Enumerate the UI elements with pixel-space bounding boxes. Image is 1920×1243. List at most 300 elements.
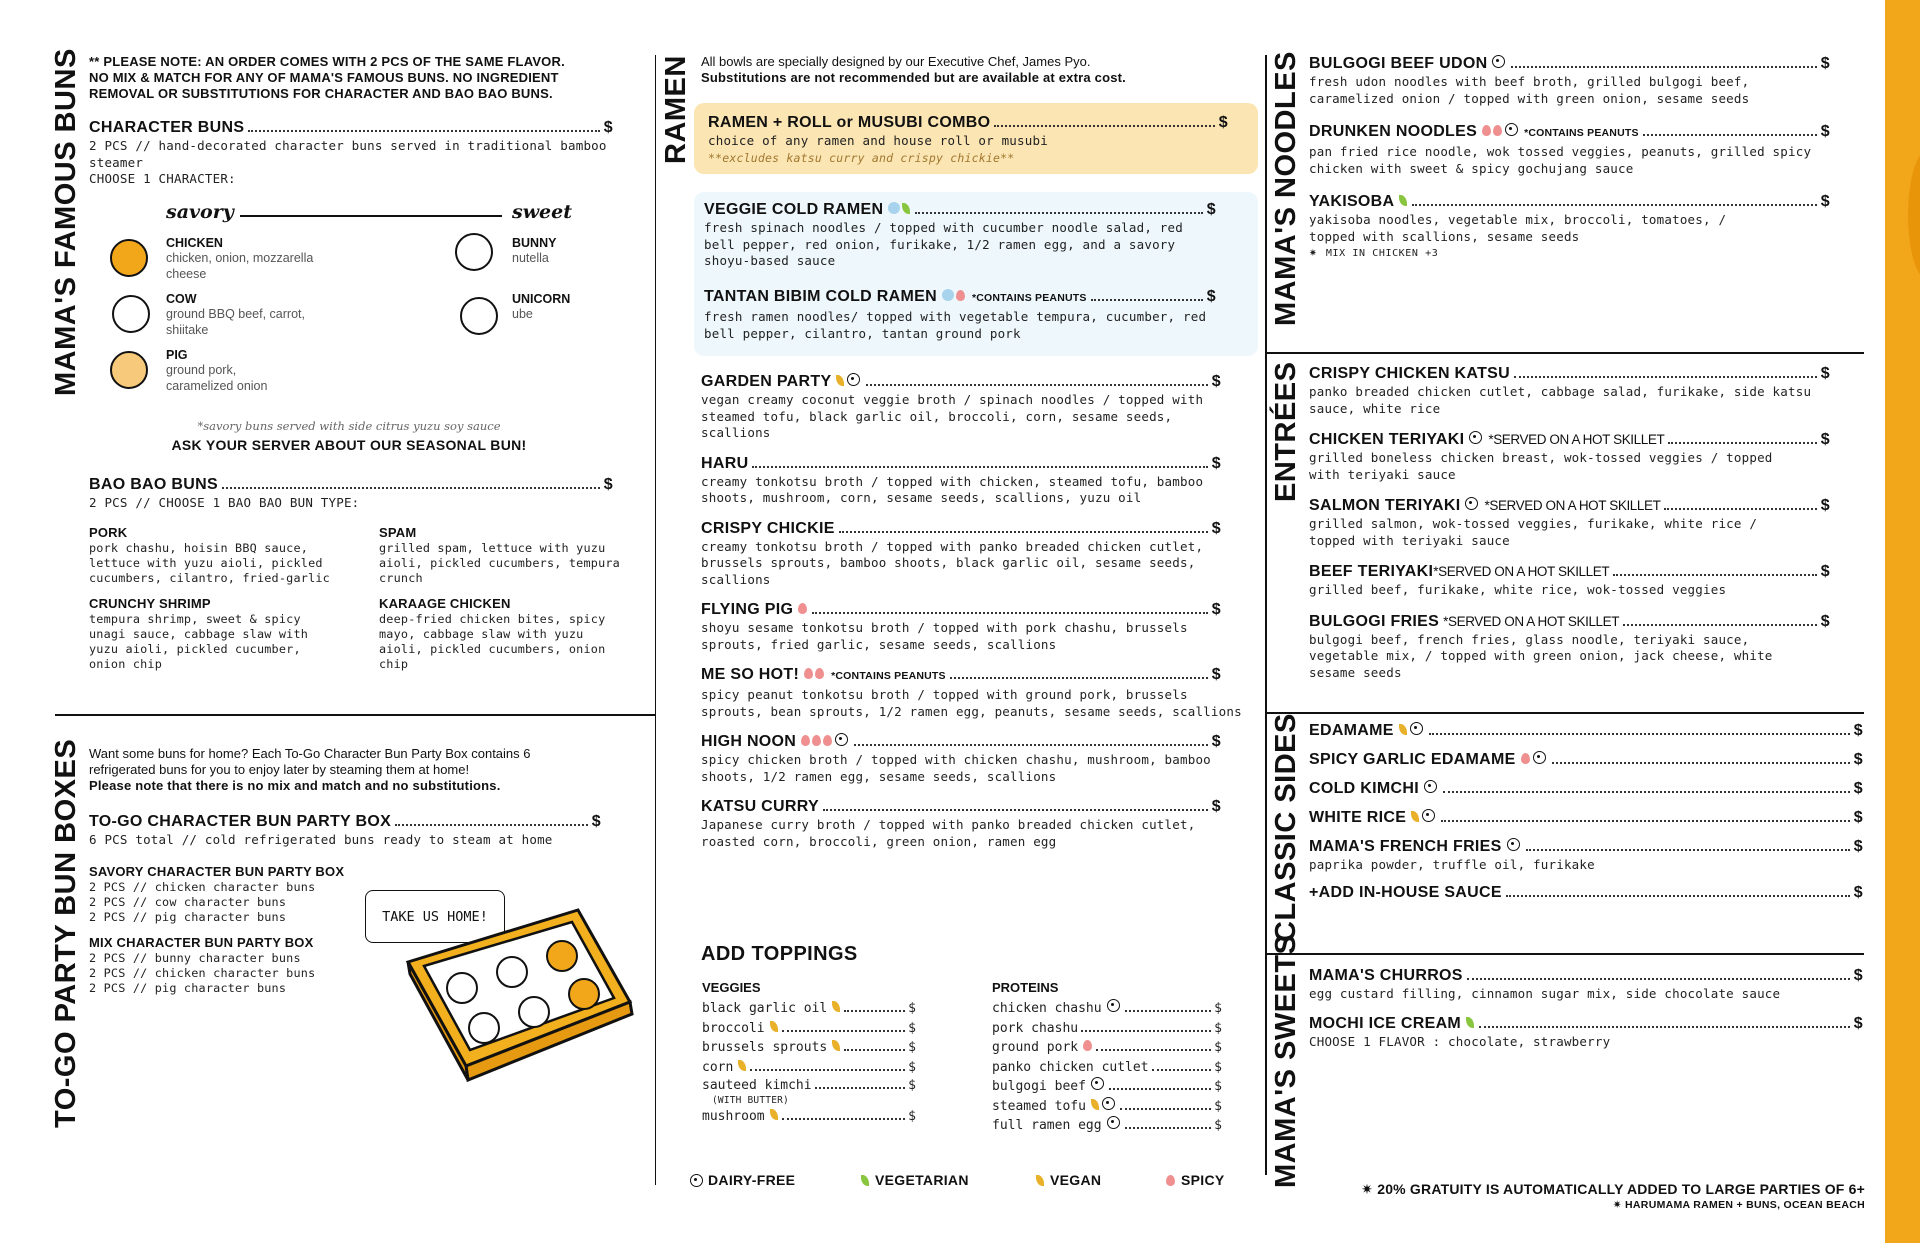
item-desc: creamy tonkotsu broth / topped with panko breaded chicken cutlet, brussels sprouts, bamboo shoots, black garlic oil, sesame seeds, scallions (701, 538, 1204, 587)
item-name: CHARACTER BUNS (89, 119, 245, 136)
item-desc: vegan creamy coconut veggie broth / spinach noodles / topped with steamed tofu, black garlic oil, broccoli, corn, sesame seeds, scallions (701, 392, 1204, 440)
item-note: *SERVED ON A HOT SKILLET (1433, 564, 1610, 579)
item-name: KATSU CURRY (701, 798, 819, 815)
item-name: SALMON TERIYAKI (1309, 497, 1461, 514)
box-line: 2 PCS // chicken character buns (89, 880, 316, 894)
item-name: MAMA'S CHURROS (1309, 967, 1463, 984)
spicy-icon (1166, 1175, 1175, 1186)
vegetarian-icon (1399, 195, 1407, 206)
item-name: +ADD IN-HOUSE SAUCE (1309, 883, 1502, 901)
topping-row (992, 1097, 1222, 1117)
ramen-intro-bold: Substitutions are not recommended but are available at extra cost. (701, 70, 1126, 85)
item-desc: spicy peanut tonkotsu broth / topped with ground pork, brussels sprouts, bean sprouts, 1/2 ramen egg, peanuts, sesame seeds, scallions (701, 687, 1242, 719)
item-name: WHITE RICE (1309, 809, 1407, 826)
cow-bun-icon (112, 295, 150, 333)
bao-spam (379, 525, 629, 586)
dairy-free-icon (847, 373, 860, 386)
topping-price: $ (908, 1059, 916, 1075)
menu-item (701, 731, 1221, 785)
char-chicken (166, 236, 316, 282)
item-price: $ (591, 813, 601, 830)
topping-row (702, 999, 916, 1019)
vegan-icon (1399, 724, 1407, 735)
topping-name: broccoli (702, 1020, 765, 1036)
topping-price: $ (908, 1078, 916, 1093)
menu-item (701, 518, 1221, 589)
menu-item (701, 453, 1221, 507)
item-desc: Japanese curry broth / topped with panko breaded chicken cutlet, roasted corn, broccoli, green onion, ramen egg (701, 817, 1196, 849)
menu-item (1309, 778, 1863, 799)
seasonal-note: ASK YOUR SERVER ABOUT OUR SEASONAL BUN! (171, 437, 527, 453)
topping-row (702, 1019, 916, 1039)
item-price: $ (1820, 431, 1830, 448)
item-price: $ (603, 119, 613, 136)
char-pig (166, 348, 306, 394)
party-box-mix (89, 935, 379, 996)
cold-icon (888, 202, 900, 214)
character-buns (89, 117, 613, 188)
item-desc: shoyu sesame tonkotsu broth / topped with pork chashu, brussels sprouts, fried garlic, sesame seeds, scallions (701, 620, 1188, 652)
item-price: $ (1211, 454, 1221, 472)
item-name: BAO BAO BUNS (89, 476, 218, 493)
asterisk-icon: ✷ (1612, 1199, 1626, 1211)
vegetarian-icon (861, 1175, 869, 1186)
topping-name: bulgogi beef (992, 1079, 1086, 1094)
menu-item (1309, 429, 1830, 483)
topping-row (992, 1019, 1222, 1039)
menu-item (701, 796, 1221, 850)
menu-item (1309, 807, 1863, 828)
menu-item (701, 664, 1242, 720)
item-price: $ (1820, 563, 1830, 580)
item-name: CRISPY CHICKIE (701, 519, 835, 537)
topping-price: $ (1214, 1040, 1222, 1055)
item-price: $ (1853, 967, 1863, 984)
item-desc: 6 PCS total // cold refrigerated buns ready to steam at home (89, 832, 553, 847)
item-note: *SERVED ON A HOT SKILLET (1488, 432, 1665, 447)
item-name: MAMA'S FRENCH FRIES (1309, 838, 1502, 855)
item-name: COLD KIMCHI (1309, 780, 1419, 797)
bao-shrimp (89, 596, 339, 672)
vegan-icon (738, 1060, 746, 1071)
topping-row (992, 1058, 1222, 1078)
topping-price: $ (1214, 1059, 1222, 1075)
ramen-combo (708, 112, 1228, 166)
vegan-icon (1091, 1099, 1099, 1110)
menu-item (1309, 495, 1830, 549)
boxes-intro (89, 746, 649, 794)
menu-item (1309, 191, 1830, 263)
char-name: CHICKEN (166, 236, 223, 250)
item-name: TO-GO CHARACTER BUN PARTY BOX (89, 813, 392, 830)
box-name: SAVORY CHARACTER BUN PARTY BOX (89, 864, 345, 879)
section-title-buns: MAMA'S FAMOUS BUNS (50, 48, 82, 396)
divider-noodles (1267, 352, 1864, 354)
topping-price: $ (1214, 1118, 1222, 1133)
item-price: $ (1820, 123, 1830, 140)
vegetarian-icon (902, 203, 910, 214)
item-desc: fresh ramen noodles/ topped with vegetable tempura, cucumber, red bell pepper, cilantro, tantan ground pork (704, 309, 1207, 341)
party-box-main (89, 811, 601, 849)
veggies-title: VEGGIES (702, 980, 761, 995)
item-desc: paprika powder, truffle oil, furikake (1309, 857, 1595, 872)
topping-price: $ (1214, 1079, 1222, 1094)
item-price: $ (1211, 666, 1221, 683)
spicy-icon (823, 735, 832, 746)
location-text: HARUMAMA RAMEN + BUNS, OCEAN BEACH (1625, 1199, 1865, 1211)
bao-buns (89, 474, 613, 512)
spicy-icon (804, 668, 813, 679)
item-name: SPICY GARLIC EDAMAME (1309, 751, 1516, 768)
spicy-icon (1493, 125, 1502, 136)
box-line: 2 PCS // cow character buns (89, 895, 287, 909)
bao-name: SPAM (379, 525, 417, 540)
spicy-icon (815, 668, 824, 679)
item-name: VEGGIE COLD RAMEN (704, 201, 884, 218)
sweet-label: sweet (512, 201, 573, 223)
topping-price: $ (908, 1020, 916, 1036)
topping-sub: (WITH BUTTER) (712, 1095, 789, 1106)
item-name: DRUNKEN NOODLES (1309, 123, 1478, 140)
spicy-icon (956, 290, 965, 301)
box-line: 2 PCS // chicken character buns (89, 966, 316, 980)
section-title-noodles: MAMA'S NOODLES (1270, 51, 1302, 326)
item-price: $ (1853, 722, 1863, 739)
vegan-icon (1036, 1175, 1044, 1186)
char-desc: ube (512, 307, 533, 321)
ramen-intro (701, 54, 1261, 86)
item-name: HIGH NOON (701, 733, 797, 750)
topping-price: $ (908, 1001, 916, 1016)
topping-name: panko chicken cutlet (992, 1059, 1149, 1075)
item-price: $ (1211, 519, 1221, 537)
bao-name: KARAAGE CHICKEN (379, 596, 511, 611)
item-name: CHICKEN TERIYAKI (1309, 431, 1465, 448)
speech-bubble: TAKE US HOME! (365, 890, 505, 943)
item-price: $ (1218, 114, 1228, 131)
legend-label: SPICY (1181, 1172, 1225, 1188)
item-name: MOCHI ICE CREAM (1309, 1014, 1462, 1032)
dairy-free-icon (1469, 431, 1482, 444)
legend-label: VEGETARIAN (875, 1172, 969, 1188)
item-name: BEEF TERIYAKI (1309, 563, 1434, 580)
legend-dairy-free (688, 1172, 795, 1188)
item-name: BULGOGI BEEF UDON (1309, 55, 1488, 72)
char-bunny (512, 236, 632, 266)
spicy-icon (1482, 125, 1491, 136)
dairy-free-icon (1410, 722, 1423, 735)
box-line: 2 PCS // pig character buns (89, 910, 287, 924)
item-price: $ (603, 476, 613, 493)
item-name: ME SO HOT! (701, 666, 800, 683)
box-line: 2 PCS // bunny character buns (89, 951, 301, 965)
divider-sides (1267, 953, 1864, 955)
item-desc: creamy tonkotsu broth / topped with chicken, steamed tofu, bamboo shoots, mushroom, corn, sesame seeds, scallions, yuzu oil (701, 473, 1204, 505)
ramen-cold-veggie (704, 199, 1216, 270)
item-desc: panko breaded chicken cutlet, cabbage salad, furikake, side katsu sauce, white rice (1309, 384, 1812, 416)
menu-item (1309, 882, 1863, 903)
menu-item (1309, 363, 1830, 417)
menu-item (1309, 720, 1863, 741)
item-name: RAMEN + ROLL or MUSUBI COMBO (708, 114, 991, 131)
topping-row (702, 1038, 916, 1058)
item-desc: fresh udon noodles with beef broth, grilled bulgogi beef, caramelized onion / topped with green onion, sesame seeds (1309, 74, 1750, 106)
chicken-bun-icon (110, 239, 148, 277)
item-price: $ (1820, 365, 1830, 382)
ramen-cold-tantan (704, 286, 1216, 342)
cold-icon (942, 289, 954, 301)
item-desc: bulgogi beef, french fries, glass noodle, teriyaki sauce, vegetable mix, / topped with green onion, jack cheese, white sesame seeds (1309, 631, 1773, 680)
menu-item (701, 371, 1221, 442)
legend-vegetarian (860, 1172, 969, 1188)
dairy-free-icon (1422, 809, 1435, 822)
vegetarian-icon (1466, 1017, 1474, 1028)
bunny-bun-icon (455, 233, 493, 271)
item-price: $ (1853, 751, 1863, 768)
menu-item (1309, 121, 1830, 177)
item-name: YAKISOBA (1309, 193, 1395, 210)
veggie-toppings (702, 999, 916, 1127)
char-desc: ground BBQ beef, carrot, shiitake (166, 307, 305, 337)
item-desc: grilled salmon, wok-tossed veggies, furikake, white rice / topped with teriyaki sauce (1309, 516, 1758, 548)
dairy-free-icon (1102, 1097, 1115, 1110)
topping-name: black garlic oil (702, 1001, 828, 1016)
item-price: $ (1820, 612, 1830, 630)
bao-name: CRUNCHY SHRIMP (89, 596, 211, 611)
topping-price: $ (1214, 1020, 1222, 1036)
legend-label: DAIRY-FREE (708, 1172, 796, 1188)
menu-item (1309, 561, 1830, 599)
section-title-boxes: TO-GO PARTY BUN BOXES (50, 738, 82, 1128)
dairy-free-icon (1505, 123, 1518, 136)
item-desc: pan fried rice noodle, wok tossed veggies, peanuts, grilled spicy chicken with sweet & spicy gochujang sauce (1309, 144, 1812, 176)
boxes-intro-line: Want some buns for home? Each To-Go Character Bun Party Box contains 6 (89, 746, 531, 761)
item-price: $ (1853, 809, 1863, 826)
item-price: $ (1211, 373, 1221, 390)
dairy-free-icon (1507, 838, 1520, 851)
spicy-icon (798, 603, 807, 614)
item-price: $ (1211, 798, 1221, 815)
item-desc: CHOOSE 1 FLAVOR : chocolate, strawberry (1309, 1033, 1611, 1049)
spicy-icon (801, 735, 810, 746)
topping-name: mushroom (702, 1109, 765, 1124)
gratuity-text: 20% GRATUITY IS AUTOMATICALLY ADDED TO LARGE PARTIES OF 6+ (1377, 1181, 1865, 1197)
topping-row (992, 1077, 1222, 1097)
topping-row (702, 1107, 916, 1127)
topping-price: $ (1214, 1098, 1222, 1114)
section-title-sides: CLASSIC SIDES (1270, 713, 1302, 942)
toppings-title: ADD TOPPINGS (701, 943, 858, 965)
asterisk-icon: ✷ (1361, 1181, 1378, 1197)
protein-toppings (992, 999, 1222, 1136)
dairy-free-icon (835, 733, 848, 746)
topping-row (702, 1058, 916, 1078)
topping-price: $ (1214, 1001, 1222, 1016)
vegan-icon (832, 1040, 840, 1051)
spicy-icon (812, 735, 821, 746)
choose-label: CHOOSE 1 CHARACTER: (89, 171, 236, 186)
sides-list (1309, 720, 1863, 914)
item-price: $ (1853, 780, 1863, 797)
item-extra (1309, 245, 1830, 263)
sweets-list (1309, 965, 1863, 1061)
item-name: CRISPY CHICKEN KATSU (1309, 365, 1510, 382)
char-name: COW (166, 292, 197, 306)
topping-name: chicken chashu (992, 1001, 1102, 1016)
menu-item (1309, 611, 1830, 682)
bao-karaage (379, 596, 629, 672)
section-title-entrees: ENTRÉES (1270, 361, 1302, 502)
menu-item (1309, 836, 1863, 874)
savory-label: savory (166, 201, 234, 223)
vegan-icon (836, 375, 844, 386)
vegan-icon (770, 1109, 778, 1120)
char-name: UNICORN (512, 292, 571, 306)
legend-label: VEGAN (1050, 1172, 1102, 1188)
legend-spicy (1165, 1172, 1225, 1188)
item-price: $ (1853, 838, 1863, 855)
spicy-icon (1083, 1040, 1092, 1051)
menu-item (701, 599, 1221, 653)
topping-row (702, 1077, 916, 1094)
item-desc: grilled boneless chicken breast, wok-tossed veggies / topped with teriyaki sauce (1309, 450, 1773, 482)
item-desc: yakisoba noodles, vegetable mix, broccoli, tomatoes, / topped with scallions, sesame seeds (1309, 212, 1727, 244)
section-title-sweets: MAMA'S SWEETS (1270, 934, 1302, 1188)
topping-name: pork chashu (992, 1020, 1079, 1036)
savory-footnote: *savory buns served with side citrus yuzu soy sauce (197, 419, 501, 433)
buns-note-line: REMOVAL OR SUBSTITUTIONS FOR CHARACTER AND BAO BAO BUNS. (89, 86, 553, 101)
item-note: *SERVED ON A HOT SKILLET (1484, 498, 1661, 513)
bao-name: PORK (89, 525, 128, 540)
item-note: *CONTAINS PEANUTS (971, 292, 1087, 304)
dairy-free-icon (1465, 497, 1478, 510)
entrees-list (1309, 363, 1830, 692)
bun-box-icon (400, 890, 640, 1090)
bao-pork (89, 525, 359, 586)
party-box-savory (89, 864, 379, 925)
menu-item (1309, 749, 1863, 770)
topping-row (992, 1038, 1222, 1058)
topping-name: full ramen egg (992, 1118, 1102, 1133)
bao-desc: grilled spam, lettuce with yuzu aioli, pickled cucumbers, tempura crunch (379, 541, 620, 585)
item-desc: 2 PCS // CHOOSE 1 BAO BAO BUN TYPE: (89, 495, 360, 510)
item-name: BULGOGI FRIES (1309, 612, 1440, 630)
divider-entrees (1267, 712, 1864, 714)
dairy-free-icon (1091, 1077, 1104, 1090)
buns-note-line: NO MIX & MATCH FOR ANY OF MAMA'S FAMOUS BUNS. NO INGREDIENT (89, 70, 559, 85)
item-name: HARU (701, 454, 749, 472)
item-desc: 2 PCS // hand-decorated character buns served in traditional bamboo steamer (89, 138, 607, 170)
item-name: TANTAN BIBIM COLD RAMEN (704, 288, 937, 305)
topping-row (992, 1116, 1222, 1136)
char-name: PIG (166, 348, 188, 362)
vegan-icon (770, 1021, 778, 1032)
unicorn-bun-icon (460, 297, 498, 335)
proteins-title: PROTEINS (992, 980, 1059, 995)
topping-name: brussels sprouts (702, 1040, 828, 1055)
char-name: BUNNY (512, 236, 557, 250)
legend-vegan (1035, 1172, 1101, 1188)
topping-price: $ (908, 1040, 916, 1055)
buns-note (89, 54, 629, 102)
item-price: $ (1820, 497, 1830, 514)
item-price: $ (1853, 1014, 1863, 1032)
item-extra-text: MIX IN CHICKEN +3 (1325, 248, 1439, 259)
topping-name: steamed tofu (992, 1098, 1086, 1114)
menu-item (1309, 1013, 1863, 1051)
item-desc: spicy chicken broth / topped with chicken chashu, mushroom, bamboo shoots, 1/2 ramen egg, sesame seeds, scallions (701, 752, 1211, 784)
buns-note-line: ** PLEASE NOTE: AN ORDER COMES WITH 2 PCS OF THE SAME FLAVOR. (89, 54, 565, 69)
topping-price: $ (908, 1109, 916, 1124)
dairy-free-icon (1107, 999, 1120, 1012)
pig-bun-icon (110, 351, 148, 389)
topping-name: corn (702, 1059, 734, 1075)
section-title-ramen: RAMEN (660, 55, 692, 164)
item-name: GARDEN PARTY (701, 373, 832, 390)
dairy-free-icon (1533, 751, 1546, 764)
item-price: $ (1206, 201, 1216, 218)
item-price: $ (1853, 883, 1863, 901)
boxes-intro-bold: Please note that there is no mix and match and no substitutions. (89, 778, 501, 793)
noodles-list (1309, 53, 1830, 274)
menu-item (1309, 965, 1863, 1003)
box-name: MIX CHARACTER BUN PARTY BOX (89, 935, 314, 950)
topping-name: sauteed kimchi (702, 1078, 812, 1093)
asterisk-icon: ✷ (1309, 245, 1326, 260)
vegan-icon (832, 1001, 840, 1012)
menu-item (1309, 53, 1830, 107)
location-note (1309, 1199, 1865, 1211)
item-desc: egg custard filling, cinnamon sugar mix, side chocolate sauce (1309, 986, 1781, 1001)
savory-sweet-rule (240, 215, 502, 217)
char-desc: ground pork, caramelized onion (166, 363, 268, 393)
char-desc: nutella (512, 251, 549, 265)
combo-note: **excludes katsu curry and crispy chickie** (708, 150, 1015, 165)
bao-desc: deep-fried chicken bites, spicy mayo, cabbage slaw with yuzu aioli, pickled cucumbers, onion chip (379, 612, 606, 671)
dairy-free-icon (1424, 780, 1437, 793)
char-desc: chicken, onion, mozzarella cheese (166, 251, 314, 281)
item-note: *CONTAINS PEANUTS (1524, 127, 1639, 139)
dairy-free-icon (1107, 1116, 1120, 1129)
item-price: $ (1211, 733, 1221, 750)
item-price: $ (1820, 55, 1830, 72)
bao-desc: tempura shrimp, sweet & spicy unagi sauce, cabbage slaw with yuzu aioli, pickled cucumber, onion chip (89, 612, 309, 671)
item-desc: fresh spinach noodles / topped with cucumber noodle salad, red bell pepper, red onion, furikake, 1/2 ramen egg, and a savory shoyu-based sauce (704, 220, 1183, 268)
ramen-list (701, 371, 1242, 861)
item-desc: choice of any ramen and house roll or musubi (708, 133, 1048, 148)
dairy-free-icon (1492, 55, 1505, 68)
item-name: EDAMAME (1309, 722, 1394, 739)
item-note: *SERVED ON A HOT SKILLET (1443, 613, 1620, 629)
divider-buns (55, 714, 655, 716)
gratuity-note (1309, 1181, 1865, 1198)
dairy-free-icon (690, 1174, 703, 1187)
bao-desc: pork chashu, hoisin BBQ sauce, lettuce with yuzu aioli, pickled cucumbers, cilantro, fried-garlic (89, 541, 330, 585)
item-desc: grilled beef, furikake, white rice, wok-tossed veggies (1309, 582, 1727, 597)
spicy-icon (1521, 753, 1530, 764)
item-price: $ (1820, 193, 1830, 210)
topping-name: ground pork (992, 1040, 1079, 1055)
item-note: *CONTAINS PEANUTS (831, 670, 946, 682)
char-cow (166, 292, 306, 338)
boxes-intro-line: refrigerated buns for you to enjoy later by steaming them at home! (89, 762, 470, 777)
item-name: FLYING PIG (701, 601, 794, 618)
vegan-icon (1411, 811, 1419, 822)
item-price: $ (1211, 601, 1221, 618)
char-unicorn (512, 292, 632, 322)
divider-left (655, 55, 656, 1185)
item-price: $ (1206, 288, 1216, 305)
